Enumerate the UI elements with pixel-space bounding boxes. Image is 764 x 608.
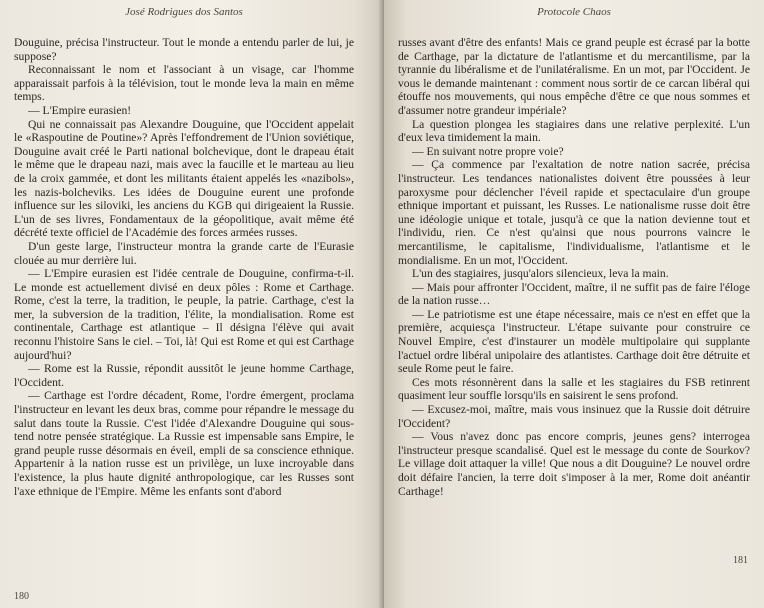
page-number-right: 181	[733, 555, 748, 566]
paragraph: — Carthage est l'ordre décadent, Rome, l'ordre émergent, proclama l'instructeur en levant les deux bras, comme pour répandre le message du salut dans toute la Russie. C'est l'idée d'Alexandre Douguine qui sous-tend notre pensée stratégique. La Russie est impensable sans Empire, le grand peuple russe désormais en éveil, empli de sa conscience ethnique. Appartenir à la nation russe est un privilège, un luxe incroyable dans l'existence, la plus haute dignité anthropologique, car les Russes sont l'axe ethnique de l'Empire. Même les enfants sont d'abord	[14, 389, 354, 498]
paragraph: L'un des stagiaires, jusqu'alors silencieux, leva la main.	[412, 267, 669, 281]
paragraph: — Vous n'avez donc pas encore compris, jeunes gens? interrogea l'instructeur presque scandalisé. Quel est le message du conte de Sourkov? Le village doit attaquer la ville! Que nous a dit Douguine? Le nouvel ordre doit défaire l'ancien, la terre doit s'imposer à la mer, Rome doit anéantir Carthage!	[398, 430, 750, 498]
paragraph: D'un geste large, l'instructeur montra la grande carte de l'Eurasie clouée au mur derrière lui.	[14, 239, 354, 267]
running-head-left: José Rodrigues dos Santos	[125, 6, 243, 18]
paragraph: — Mais pour affronter l'Occident, maître, il ne suffit pas de faire l'éloge de la nation russe…	[398, 280, 750, 308]
running-head-right: Protocole Chaos	[537, 6, 611, 18]
page-number-left: 180	[14, 591, 29, 602]
paragraph: russes avant d'être des enfants! Mais ce grand peuple est écrasé par la botte de Carthage, par la dictature de l'atlantisme et du mercantilisme, par la tyrannie du libéralisme et de l'unilatéralisme. En un mot, par l'Occident. Je vous le demande maintenant : comment nous sortir de ce carcan libéral qui étouffe nos mouvements, qui nous empêche d'être ce que nous sommes et d'assumer notre grandeur impériale?	[398, 36, 750, 117]
paragraph: — En suivant notre propre voie?	[412, 144, 564, 158]
paragraph: — Excusez-moi, maître, mais vous insinuez que la Russie doit détruire l'Occident?	[398, 403, 750, 430]
right-page-text	[398, 36, 750, 498]
paragraph: Ces mots résonnèrent dans la salle et les stagiaires du FSB retinrent quasiment leur souffle lorsqu'ils en saisirent le sens profond.	[398, 375, 750, 403]
paragraph: — Le patriotisme est une étape nécessaire, mais ce n'est en effet que la première, acquiesça l'instructeur. L'étape suivante pour construire ce Nouvel Empire, c'est d'instaurer un modèle multipolaire qui supplante l'actuel ordre libéral unipolaire des atlantistes. Carthage doit être détruite et seule Rome peut le faire.	[398, 307, 750, 376]
paragraph: Reconnaissant le nom et l'associant à un visage, car l'homme apparaissait parfois à la télévision, tout le monde leva la main en même temps.	[14, 63, 354, 104]
paragraph: La question plongea les stagiaires dans une relative perplexité. L'un d'eux leva timidement la main.	[398, 117, 750, 145]
paragraph: — L'Empire eurasien est l'idée centrale de Douguine, confirma-t-il. Le monde est actuellement divisé en deux pôles : Rome et Carthage. Rome, c'est la terre, la tradition, le peuple, la patrie. Carthage, c'est la mer, la subversion de la tradition, l'élite, la mondialisation. Rome est continentale, Carthage est atlantique – Il désigna l'élève qui avait reconnu l'histoire Sans le ciel. – Toi, là! Qui est Rome et qui est Carthage aujourd'hui?	[14, 267, 354, 362]
left-page-text	[14, 36, 354, 498]
paragraph: Douguine, précisa l'instructeur. Tout le monde a entendu parler de lui, je suppose?	[14, 36, 354, 63]
paragraph: — Rome est la Russie, répondit aussitôt le jeune homme Carthage, l'Occident.	[14, 362, 354, 389]
right-page	[384, 0, 764, 608]
paragraph: Qui ne connaissait pas Alexandre Douguine, que l'Occident appelait le «Raspoutine de Poutine»? Après l'effondrement de l'Union soviétique, Douguine avait créé le Parti national bolchevique, dont le drapeau était le même que le drapeau nazi, mais avec la faucille et le marteau au lieu de la croix gammée, et dont les militants étaient appelés les «nazibols», les nazis-bolcheviks. Les idées de Douguine eurent une profonde influence sur les siloviki, les anciens du KGB qui dirigeaient la Russie. L'un de ses livres, Fondamentaux de la géopolitique, avait même été décrété texte officiel de l'Académie des forces armées russes.	[14, 117, 354, 240]
paragraph: — Ça commence par l'exaltation de notre nation sacrée, précisa l'instructeur. Les tendances nationalistes doivent être poussées à leur paroxysme pour déclencher l'éveil rapide et spectaculaire d'un groupe ethnique important et puissant, les Russes. Le nationalisme russe doit être une idéologie unique et totale, jusqu'à ce que la nation devienne tout et l'individu, rien. Ce n'est qu'ainsi que nous pourrons vaincre le mercantilisme, le capitalisme, l'individualisme, l'atlantisme et le mondialisme. En un mot, l'Occident.	[398, 158, 750, 267]
paragraph: — L'Empire eurasien!	[28, 103, 132, 117]
